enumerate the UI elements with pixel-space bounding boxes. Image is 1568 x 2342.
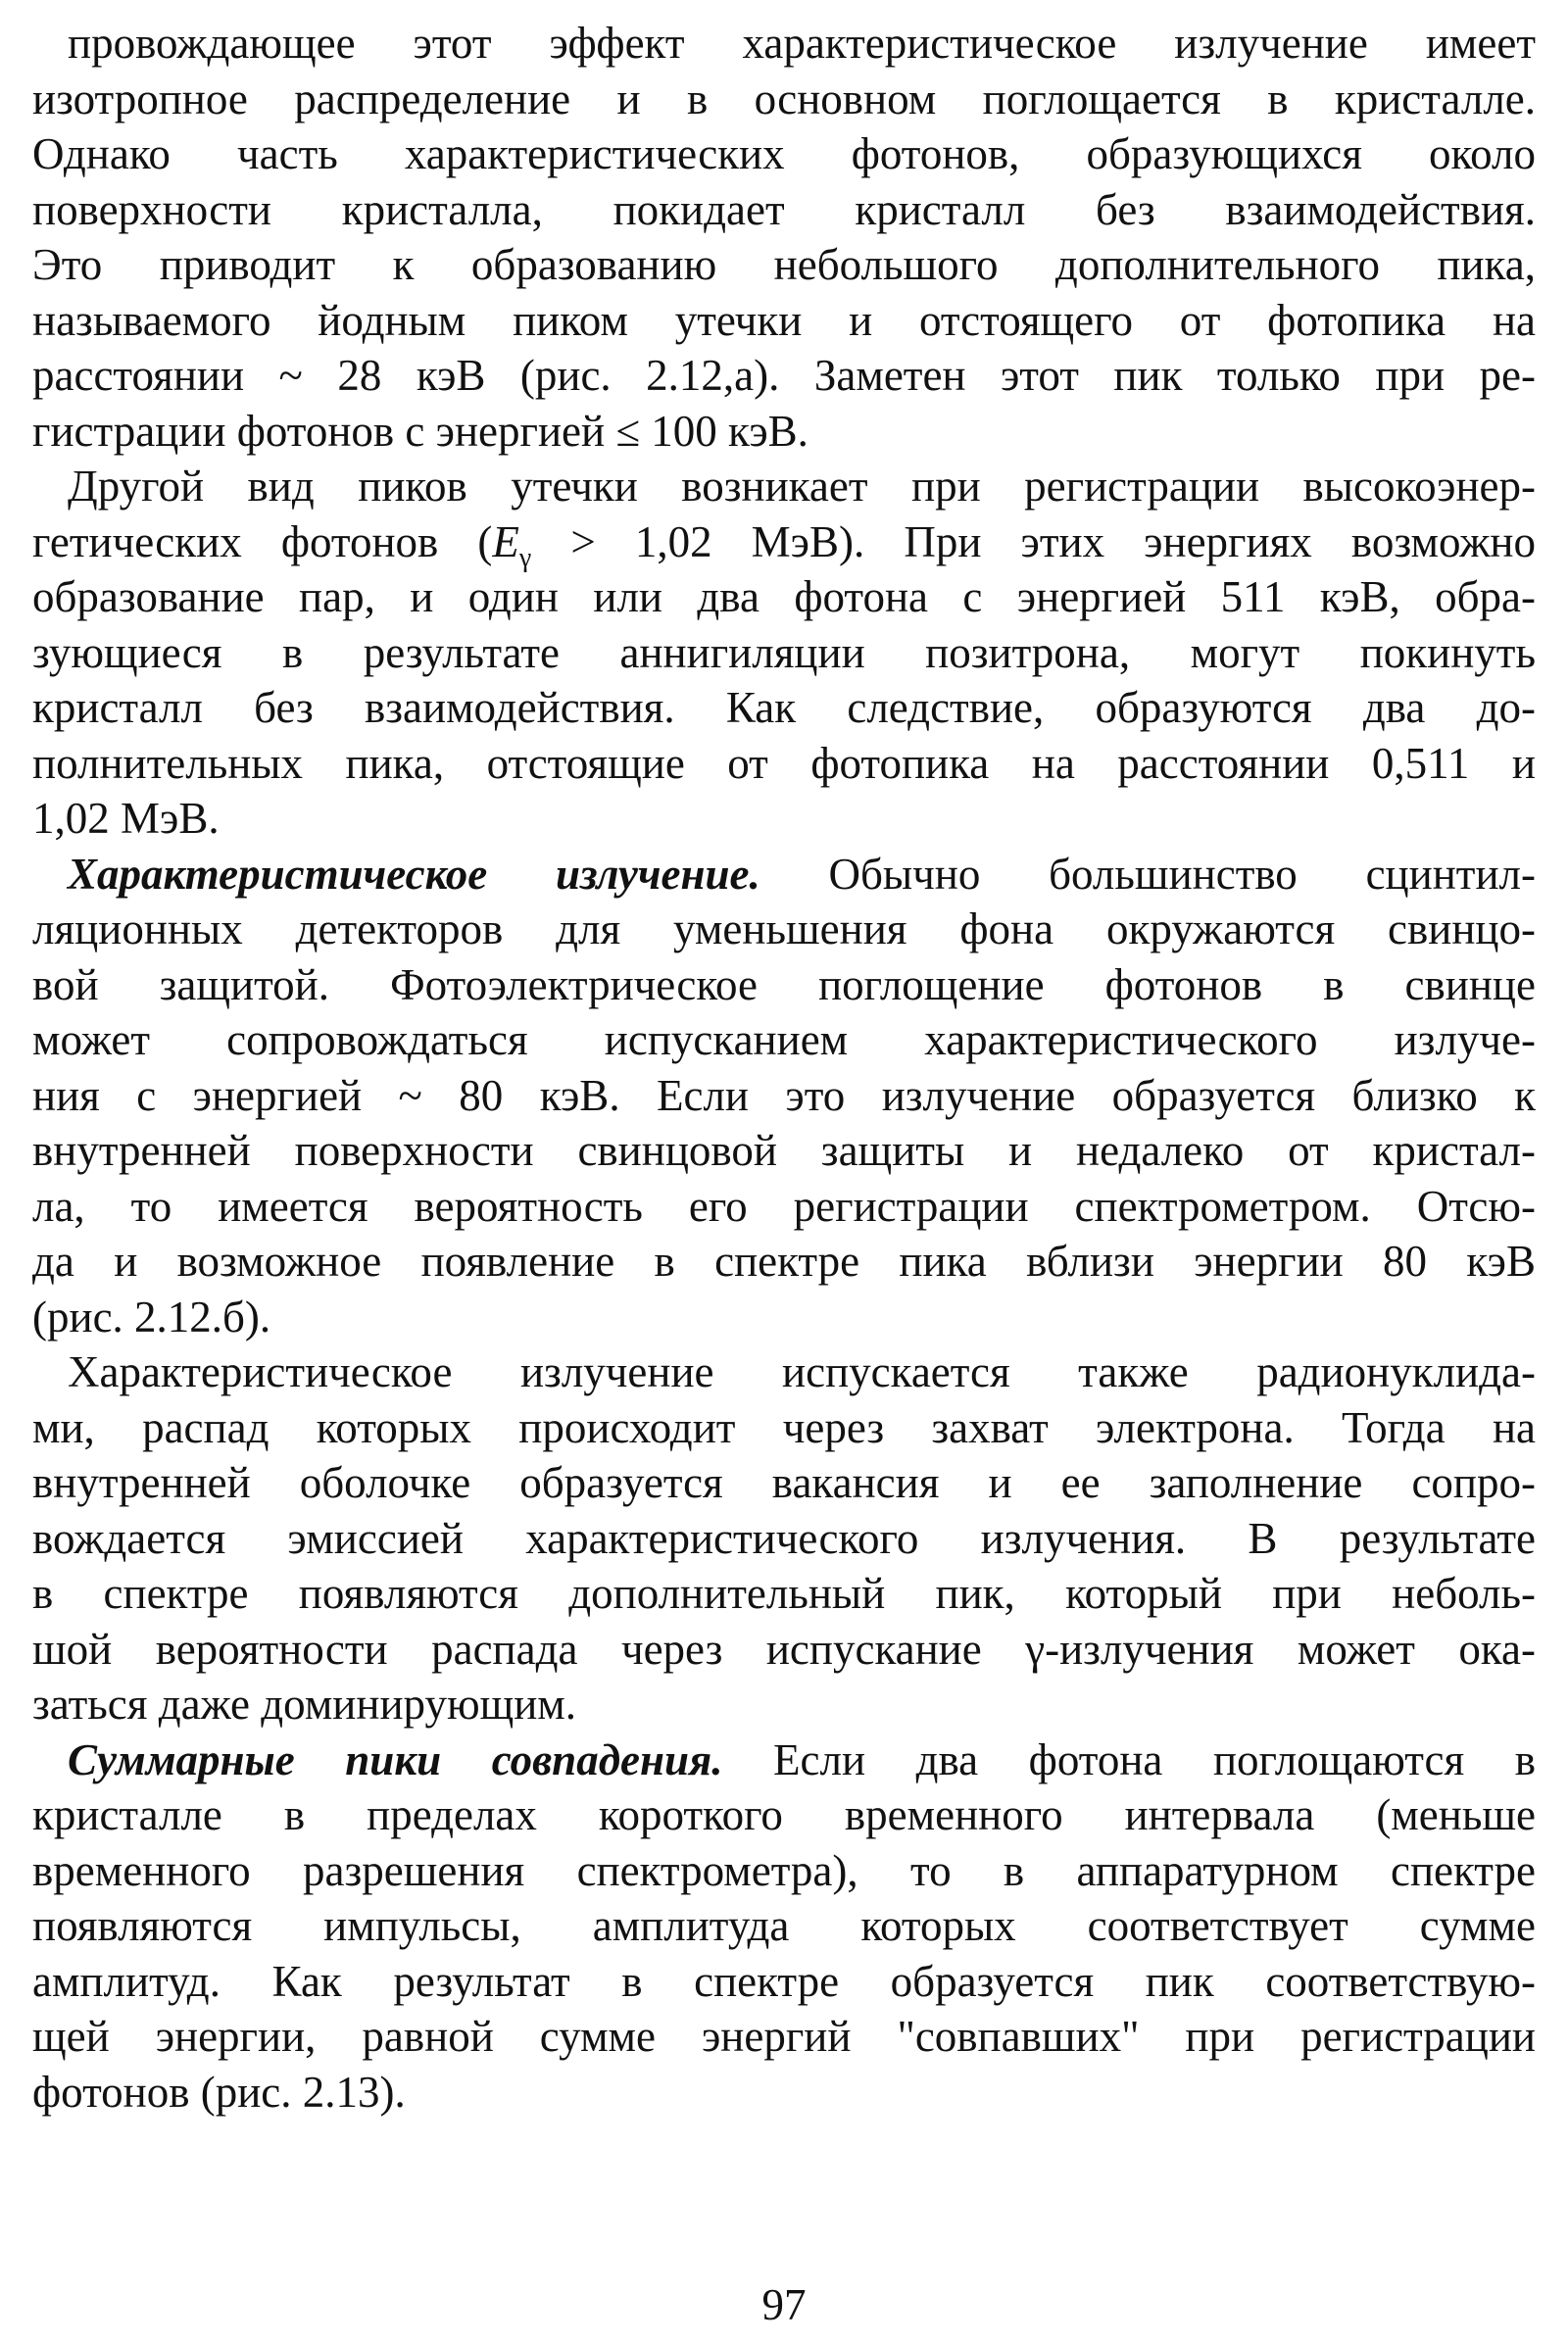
text-line: ла, то имеется вероятность его регистрации спектрометром. Отсю- xyxy=(32,1181,1536,1231)
page-number: 97 xyxy=(761,2280,807,2329)
text-line: (рис. 2.12.б). xyxy=(32,1292,271,1342)
text-line: ляционных детекторов для уменьшения фона окружаются свинцо- xyxy=(32,904,1536,953)
text-line: Другой вид пиков утечки возникает при регистрации высокоэнер- xyxy=(68,462,1536,511)
text-line: ми, распад которых происходит через захват электрона. Тогда на xyxy=(32,1402,1536,1452)
text-line: временного разрешения спектрометра), то в аппаратурном спектре xyxy=(32,1845,1536,1895)
text-line: гистрации фотонов с энергией ≤ 100 кэВ. xyxy=(32,406,808,456)
line-text: Если два фотона поглощаются в xyxy=(773,1734,1537,1784)
text-line: внутренней оболочке образуется вакансия и ее заполнение сопро- xyxy=(32,1458,1536,1507)
text-line: вой защитой. Фотоэлектрическое поглощение фотонов в свинце xyxy=(32,959,1536,1009)
text-line: изотропное распределение и в основном поглощается в кристалле. xyxy=(32,73,1536,123)
text-line: расстоянии ~ 28 кэВ (рис. 2.12,а). Заметен этот пик только при ре- xyxy=(32,351,1536,400)
text-line: амплитуд. Как результат в спектре образуется пик соответствую- xyxy=(32,1956,1536,2006)
text-line: называемого йодным пиком утечки и отстоящего от фотопика на xyxy=(32,295,1536,345)
text-line: шой вероятности распада через испускание γ-излучения может ока- xyxy=(32,1624,1536,1674)
text-line: 1,02 МэВ. xyxy=(32,794,220,843)
text-line: внутренней поверхности свинцовой защиты и недалеко от кристал- xyxy=(32,1126,1536,1175)
text-line: гетических фотонов ($E_\gamma > 1,02$ МэВ). При этих энергиях возможно xyxy=(32,516,1536,573)
text-line: зующиеся в результате аннигиляции позитрона, могут покинуть xyxy=(32,627,1536,677)
text-line: кристалл без взаимодействия. Как следствие, образуются два до- xyxy=(32,683,1536,732)
text-line xyxy=(32,1732,1536,1788)
text-line: ния с энергией ~ 80 кэВ. Если это излучение образуется близко к xyxy=(32,1070,1536,1120)
paragraph xyxy=(32,1344,1536,1732)
line-text: Обычно большинство сцинтил- xyxy=(828,849,1536,899)
text-line: образование пар, и один или два фотона с энергией 511 кэВ, обра- xyxy=(32,572,1536,621)
paragraph xyxy=(32,459,1536,847)
text-line: Характеристическое излучение испускается также радионуклида- xyxy=(68,1347,1536,1396)
page-body xyxy=(32,16,1536,2120)
text-line: появляются импульсы, амплитуда которых соответствует сумме xyxy=(32,1901,1536,1950)
text-line: Однако часть характеристических фотонов, образующихся около xyxy=(32,129,1536,178)
text-line: поверхности кристалла, покидает кристалл без взаимодействия. xyxy=(32,184,1536,234)
paragraph xyxy=(32,847,1536,1345)
text-line: вождается эмиссией характеристического излучения. В результате xyxy=(32,1513,1536,1563)
text-line: Это приводит к образованию небольшого дополнительного пика, xyxy=(32,240,1536,289)
text-line xyxy=(32,847,1536,903)
text-line: кристалле в пределах короткого временного интервала (меньше xyxy=(32,1790,1536,1839)
text-line: заться даже доминирующим. xyxy=(32,1680,577,1729)
text-line: полнительных пика, отстоящие от фотопика на расстоянии 0,511 и xyxy=(32,738,1536,788)
paragraph xyxy=(32,16,1536,459)
text-line: в спектре появляются дополнительный пик, который при неболь- xyxy=(32,1569,1536,1618)
text-line: щей энергии, равной сумме энергий "совпавших" при регистрации xyxy=(32,2012,1536,2061)
text-line: может сопровождаться испусканием характеристического излуче- xyxy=(32,1015,1536,1064)
paragraph-heading: Суммарные пики совпадения. xyxy=(68,1734,723,1784)
paragraph-heading: Характеристическое излучение. xyxy=(68,849,760,899)
text-line: да и возможное появление в спектре пика вблизи энергии 80 кэВ xyxy=(32,1237,1536,1286)
paragraph xyxy=(32,1732,1536,2121)
text-line: провождающее этот эффект характеристическое излучение имеет xyxy=(68,19,1536,68)
text-line: фотонов (рис. 2.13). xyxy=(32,2067,406,2117)
